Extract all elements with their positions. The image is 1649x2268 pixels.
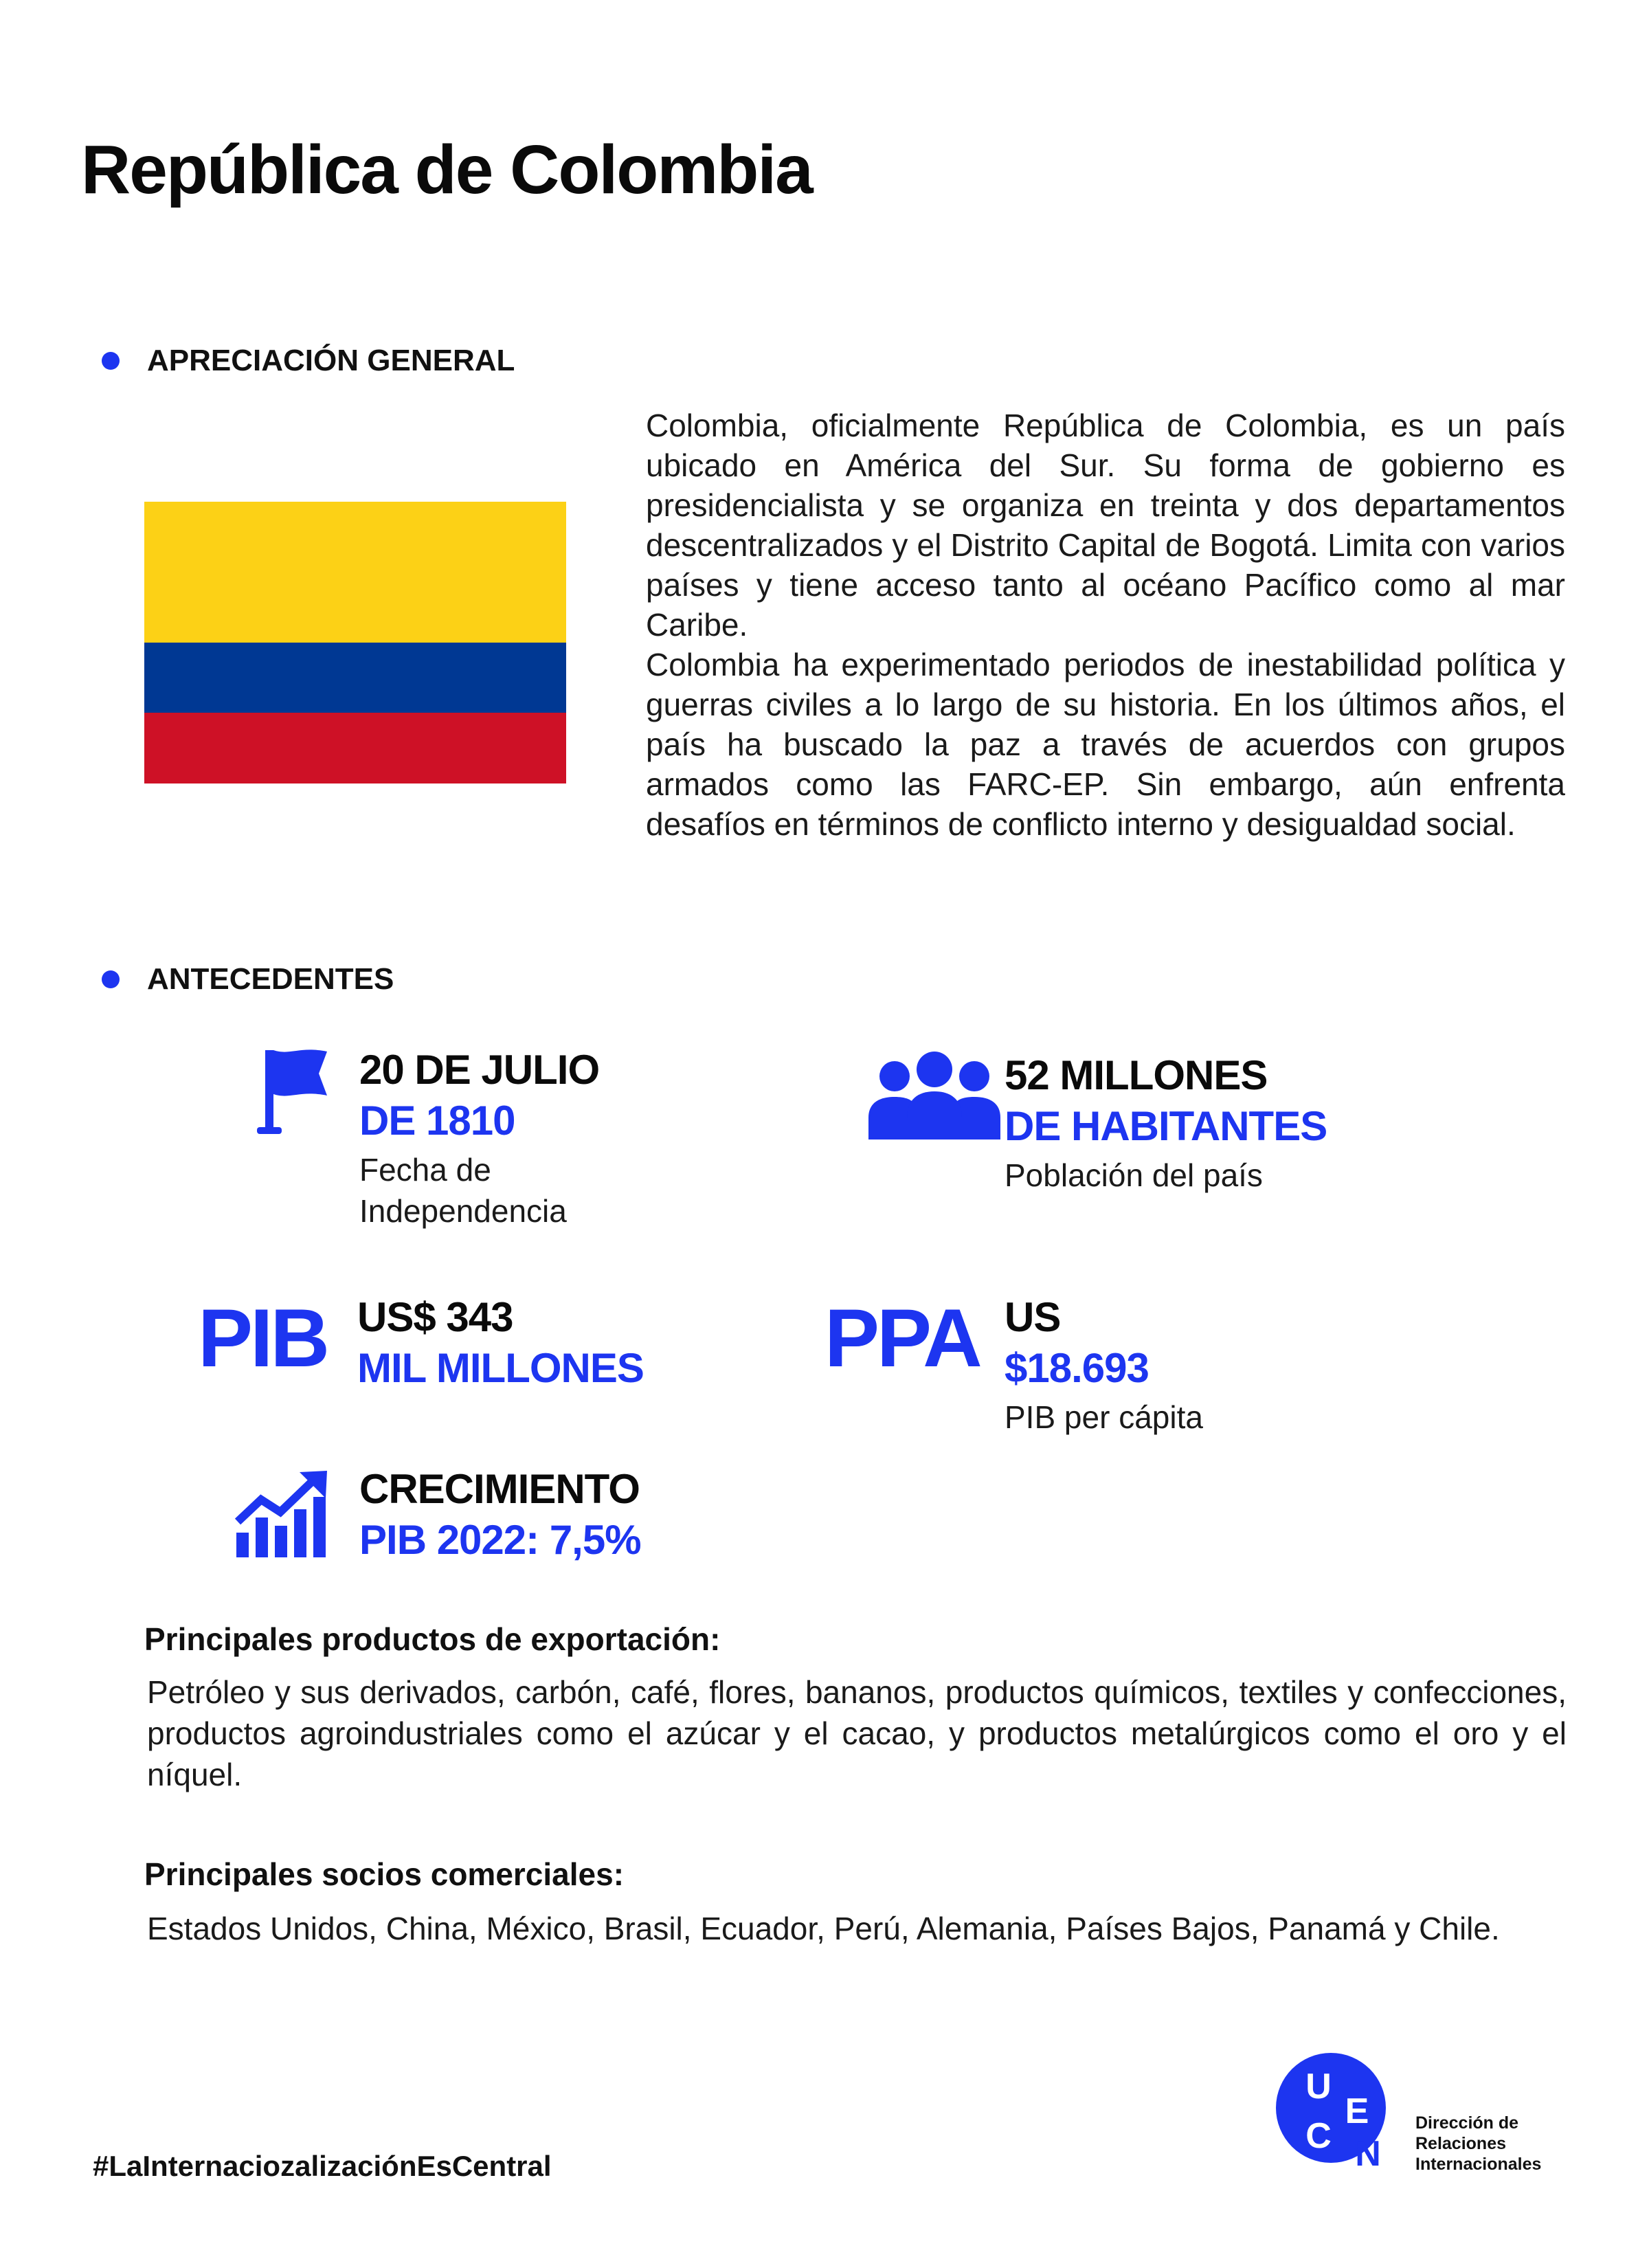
population-line2: DE HABITANTES (1005, 1103, 1327, 1149)
colombia-flag (144, 502, 566, 783)
stat-growth (359, 1464, 641, 1566)
independence-desc-1: Fecha de (359, 1152, 491, 1188)
ppp-desc: PIB per cápita (1005, 1399, 1203, 1435)
growth-chart-icon (234, 1469, 330, 1559)
growth-line1: CRECIMIENTO (359, 1466, 640, 1512)
ucen-logo (1275, 2052, 1391, 2168)
growth-line2: PIB 2022: 7,5% (359, 1517, 641, 1563)
gdp-label: PIB (198, 1292, 328, 1384)
section-heading-background (102, 962, 394, 997)
stat-independence (359, 1045, 599, 1232)
partners-heading: Principales socios comerciales: (144, 1856, 625, 1892)
page-title: República de Colombia (81, 131, 812, 208)
flag-stripe-blue (144, 643, 566, 713)
org-name (1415, 2113, 1541, 2175)
stat-gdp (357, 1292, 644, 1394)
hashtag: #LaInternaciozalizaciónEsCentral (93, 2150, 552, 2182)
population-line1: 52 MILLONES (1005, 1052, 1268, 1098)
logo-letter-e: E (1345, 2091, 1369, 2131)
gdp-line2: MIL MILLONES (357, 1345, 644, 1391)
org-name-line1: Dirección de (1415, 2113, 1519, 2133)
general-paragraph-2: Colombia ha experimentado periodos de inestabilidad política y guerras civiles a lo largo de su historia. En los últimos años, el país ha buscado la paz a través de acuerdos con grupos armados como las FARC-EP. Sin embargo, aún enfrenta desafíos en términos de conflicto interno y desigualdad social. (646, 647, 1565, 842)
logo-letter-n: N (1355, 2134, 1381, 2168)
section-heading-general-label: APRECIACIÓN GENERAL (147, 344, 515, 377)
stat-population (1005, 1050, 1327, 1196)
flag-stripe-red (144, 713, 566, 783)
bullet-dot (102, 352, 120, 370)
exports-heading: Principales productos de exportación: (144, 1621, 721, 1657)
flag-icon (256, 1046, 331, 1139)
section-heading-background-label: ANTECEDENTES (147, 962, 394, 996)
section-heading-general (102, 344, 515, 378)
org-name-line3: Internacionales (1415, 2155, 1542, 2174)
gdp-line1: US$ 343 (357, 1294, 513, 1340)
ppp-label: PPA (824, 1292, 980, 1384)
ppp-line1: US (1005, 1294, 1061, 1340)
logo-letter-c: C (1305, 2116, 1332, 2156)
independence-date-line2: DE 1810 (359, 1098, 515, 1144)
people-icon (867, 1052, 1002, 1141)
general-paragraph (646, 405, 1565, 844)
general-paragraph-1: Colombia, oficialmente República de Colombia, es un país ubicado en América del Sur. Su forma de gobierno es presidencialista y se organiza en treinta y dos departamentos descentralizados y el Distrito Capital de Bogotá. Limita con varios países y tiene acceso tanto al océano Pacífico como al mar Caribe. (646, 408, 1565, 643)
org-name-line2: Relaciones (1415, 2134, 1507, 2153)
ppp-line2: $18.693 (1005, 1345, 1149, 1391)
logo-letter-u: U (1305, 2067, 1332, 2106)
independence-date-line1: 20 DE JULIO (359, 1047, 600, 1093)
bullet-dot (102, 970, 120, 988)
flag-stripe-yellow (144, 502, 566, 643)
independence-desc-2: Independencia (359, 1193, 567, 1229)
exports-text: Petróleo y sus derivados, carbón, café, flores, bananos, productos químicos, textiles y confecciones, productos agroindustriales como el azúcar y el cacao, y productos metalúrgicos como el oro y el níquel. (147, 1674, 1567, 1792)
stat-ppp (1005, 1292, 1203, 1438)
partners-text: Estados Unidos, China, México, Brasil, Ecuador, Perú, Alemania, Países Bajos, Panamá y Chile. (147, 1911, 1500, 1946)
population-desc: Población del país (1005, 1157, 1263, 1193)
